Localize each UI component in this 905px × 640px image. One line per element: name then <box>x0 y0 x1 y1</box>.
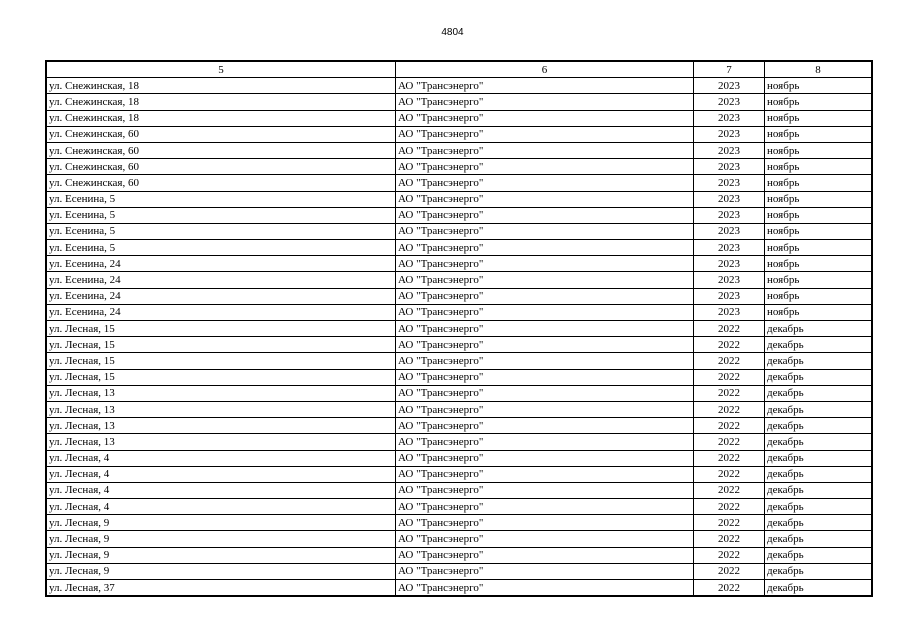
year-cell: 2022 <box>694 580 765 596</box>
table-header-row <box>47 62 872 78</box>
table-row <box>47 547 872 563</box>
address-cell: ул. Лесная, 37 <box>47 580 396 596</box>
organization-cell: АО "Трансэнерго" <box>396 531 694 547</box>
address-cell: ул. Лесная, 15 <box>47 337 396 353</box>
column-header: 8 <box>765 62 872 78</box>
table-row <box>47 175 872 191</box>
year-cell: 2022 <box>694 434 765 450</box>
month-cell: декабрь <box>765 353 872 369</box>
month-cell: декабрь <box>765 434 872 450</box>
year-cell: 2023 <box>694 175 765 191</box>
year-cell: 2022 <box>694 353 765 369</box>
organization-cell: АО "Трансэнерго" <box>396 159 694 175</box>
table-row <box>47 385 872 401</box>
address-cell: ул. Лесная, 4 <box>47 450 396 466</box>
year-cell: 2023 <box>694 142 765 158</box>
address-cell: ул. Лесная, 4 <box>47 466 396 482</box>
year-cell: 2022 <box>694 385 765 401</box>
month-cell: декабрь <box>765 337 872 353</box>
month-cell: декабрь <box>765 385 872 401</box>
address-cell: ул. Снежинская, 60 <box>47 126 396 142</box>
table-row <box>47 321 872 337</box>
month-cell: декабрь <box>765 580 872 596</box>
year-cell: 2023 <box>694 223 765 239</box>
address-cell: ул. Есенина, 5 <box>47 223 396 239</box>
table-row <box>47 159 872 175</box>
organization-cell: АО "Трансэнерго" <box>396 434 694 450</box>
month-cell: ноябрь <box>765 207 872 223</box>
organization-cell: АО "Трансэнерго" <box>396 482 694 498</box>
organization-cell: АО "Трансэнерго" <box>396 353 694 369</box>
month-cell: ноябрь <box>765 175 872 191</box>
month-cell: декабрь <box>765 466 872 482</box>
year-cell: 2023 <box>694 288 765 304</box>
organization-cell: АО "Трансэнерго" <box>396 401 694 417</box>
address-cell: ул. Лесная, 9 <box>47 515 396 531</box>
table-row <box>47 482 872 498</box>
year-cell: 2023 <box>694 94 765 110</box>
organization-cell: АО "Трансэнерго" <box>396 142 694 158</box>
address-cell: ул. Есенина, 24 <box>47 304 396 320</box>
month-cell: ноябрь <box>765 78 872 94</box>
month-cell: декабрь <box>765 369 872 385</box>
address-cell: ул. Лесная, 13 <box>47 385 396 401</box>
address-cell: ул. Лесная, 13 <box>47 401 396 417</box>
table-row <box>47 369 872 385</box>
address-cell: ул. Лесная, 4 <box>47 499 396 515</box>
month-cell: декабрь <box>765 547 872 563</box>
table-body <box>47 78 872 596</box>
year-cell: 2022 <box>694 369 765 385</box>
year-cell: 2022 <box>694 499 765 515</box>
address-cell: ул. Лесная, 9 <box>47 563 396 579</box>
organization-cell: АО "Трансэнерго" <box>396 288 694 304</box>
organization-cell: АО "Трансэнерго" <box>396 126 694 142</box>
table-row <box>47 191 872 207</box>
month-cell: декабрь <box>765 321 872 337</box>
column-header: 6 <box>396 62 694 78</box>
month-cell: ноябрь <box>765 191 872 207</box>
month-cell: ноябрь <box>765 304 872 320</box>
organization-cell: АО "Трансэнерго" <box>396 418 694 434</box>
year-cell: 2022 <box>694 418 765 434</box>
year-cell: 2022 <box>694 337 765 353</box>
year-cell: 2022 <box>694 515 765 531</box>
month-cell: декабрь <box>765 531 872 547</box>
table-row <box>47 531 872 547</box>
organization-cell: АО "Трансэнерго" <box>396 304 694 320</box>
year-cell: 2022 <box>694 321 765 337</box>
organization-cell: АО "Трансэнерго" <box>396 580 694 596</box>
month-cell: ноябрь <box>765 94 872 110</box>
table-row <box>47 142 872 158</box>
table-row <box>47 450 872 466</box>
address-cell: ул. Есенина, 24 <box>47 256 396 272</box>
year-cell: 2022 <box>694 482 765 498</box>
year-cell: 2022 <box>694 547 765 563</box>
organization-cell: АО "Трансэнерго" <box>396 256 694 272</box>
organization-cell: АО "Трансэнерго" <box>396 240 694 256</box>
month-cell: ноябрь <box>765 272 872 288</box>
organization-cell: АО "Трансэнерго" <box>396 515 694 531</box>
month-cell: ноябрь <box>765 110 872 126</box>
year-cell: 2023 <box>694 240 765 256</box>
table-row <box>47 353 872 369</box>
month-cell: декабрь <box>765 418 872 434</box>
table-row <box>47 515 872 531</box>
month-cell: ноябрь <box>765 240 872 256</box>
table-row <box>47 288 872 304</box>
address-cell: ул. Лесная, 15 <box>47 369 396 385</box>
year-cell: 2023 <box>694 159 765 175</box>
organization-cell: АО "Трансэнерго" <box>396 223 694 239</box>
month-cell: ноябрь <box>765 223 872 239</box>
year-cell: 2023 <box>694 191 765 207</box>
organization-cell: АО "Трансэнерго" <box>396 563 694 579</box>
month-cell: декабрь <box>765 482 872 498</box>
address-cell: ул. Есенина, 24 <box>47 272 396 288</box>
table-row <box>47 499 872 515</box>
address-cell: ул. Снежинская, 18 <box>47 78 396 94</box>
year-cell: 2022 <box>694 450 765 466</box>
month-cell: декабрь <box>765 401 872 417</box>
table-row <box>47 207 872 223</box>
year-cell: 2022 <box>694 563 765 579</box>
table-row <box>47 223 872 239</box>
organization-cell: АО "Трансэнерго" <box>396 78 694 94</box>
address-cell: ул. Снежинская, 60 <box>47 175 396 191</box>
year-cell: 2023 <box>694 110 765 126</box>
table-row <box>47 272 872 288</box>
table-row <box>47 78 872 94</box>
year-cell: 2023 <box>694 256 765 272</box>
table-row <box>47 466 872 482</box>
organization-cell: АО "Трансэнерго" <box>396 191 694 207</box>
month-cell: ноябрь <box>765 288 872 304</box>
year-cell: 2023 <box>694 207 765 223</box>
organization-cell: АО "Трансэнерго" <box>396 175 694 191</box>
month-cell: декабрь <box>765 450 872 466</box>
table-row <box>47 256 872 272</box>
organization-cell: АО "Трансэнерго" <box>396 450 694 466</box>
organization-cell: АО "Трансэнерго" <box>396 110 694 126</box>
organization-cell: АО "Трансэнерго" <box>396 369 694 385</box>
organization-cell: АО "Трансэнерго" <box>396 94 694 110</box>
address-cell: ул. Есенина, 5 <box>47 207 396 223</box>
organization-cell: АО "Трансэнерго" <box>396 337 694 353</box>
table-row <box>47 580 872 596</box>
table-row <box>47 94 872 110</box>
table-row <box>47 304 872 320</box>
address-cell: ул. Есенина, 5 <box>47 191 396 207</box>
organization-cell: АО "Трансэнерго" <box>396 385 694 401</box>
address-cell: ул. Лесная, 9 <box>47 547 396 563</box>
organization-cell: АО "Трансэнерго" <box>396 207 694 223</box>
year-cell: 2023 <box>694 126 765 142</box>
table-row <box>47 563 872 579</box>
month-cell: декабрь <box>765 563 872 579</box>
address-cell: ул. Лесная, 4 <box>47 482 396 498</box>
year-cell: 2023 <box>694 304 765 320</box>
address-cell: ул. Лесная, 13 <box>47 434 396 450</box>
table-row <box>47 418 872 434</box>
table-row <box>47 337 872 353</box>
page-number: 4804 <box>441 27 464 38</box>
data-table <box>46 61 872 596</box>
address-cell: ул. Лесная, 13 <box>47 418 396 434</box>
table-row <box>47 401 872 417</box>
address-cell: ул. Лесная, 15 <box>47 321 396 337</box>
month-cell: декабрь <box>765 515 872 531</box>
address-cell: ул. Есенина, 5 <box>47 240 396 256</box>
table-row <box>47 434 872 450</box>
column-header: 5 <box>47 62 396 78</box>
year-cell: 2022 <box>694 401 765 417</box>
organization-cell: АО "Трансэнерго" <box>396 466 694 482</box>
address-cell: ул. Снежинская, 18 <box>47 110 396 126</box>
year-cell: 2023 <box>694 78 765 94</box>
address-cell: ул. Снежинская, 60 <box>47 159 396 175</box>
address-cell: ул. Есенина, 24 <box>47 288 396 304</box>
organization-cell: АО "Трансэнерго" <box>396 499 694 515</box>
month-cell: ноябрь <box>765 142 872 158</box>
year-cell: 2022 <box>694 531 765 547</box>
year-cell: 2022 <box>694 466 765 482</box>
organization-cell: АО "Трансэнерго" <box>396 321 694 337</box>
table-row <box>47 126 872 142</box>
month-cell: ноябрь <box>765 159 872 175</box>
table-row <box>47 110 872 126</box>
organization-cell: АО "Трансэнерго" <box>396 547 694 563</box>
year-cell: 2023 <box>694 272 765 288</box>
column-header: 7 <box>694 62 765 78</box>
address-cell: ул. Лесная, 9 <box>47 531 396 547</box>
month-cell: ноябрь <box>765 256 872 272</box>
organization-cell: АО "Трансэнерго" <box>396 272 694 288</box>
address-cell: ул. Снежинская, 60 <box>47 142 396 158</box>
address-cell: ул. Снежинская, 18 <box>47 94 396 110</box>
address-cell: ул. Лесная, 15 <box>47 353 396 369</box>
month-cell: декабрь <box>765 499 872 515</box>
month-cell: ноябрь <box>765 126 872 142</box>
table-row <box>47 240 872 256</box>
